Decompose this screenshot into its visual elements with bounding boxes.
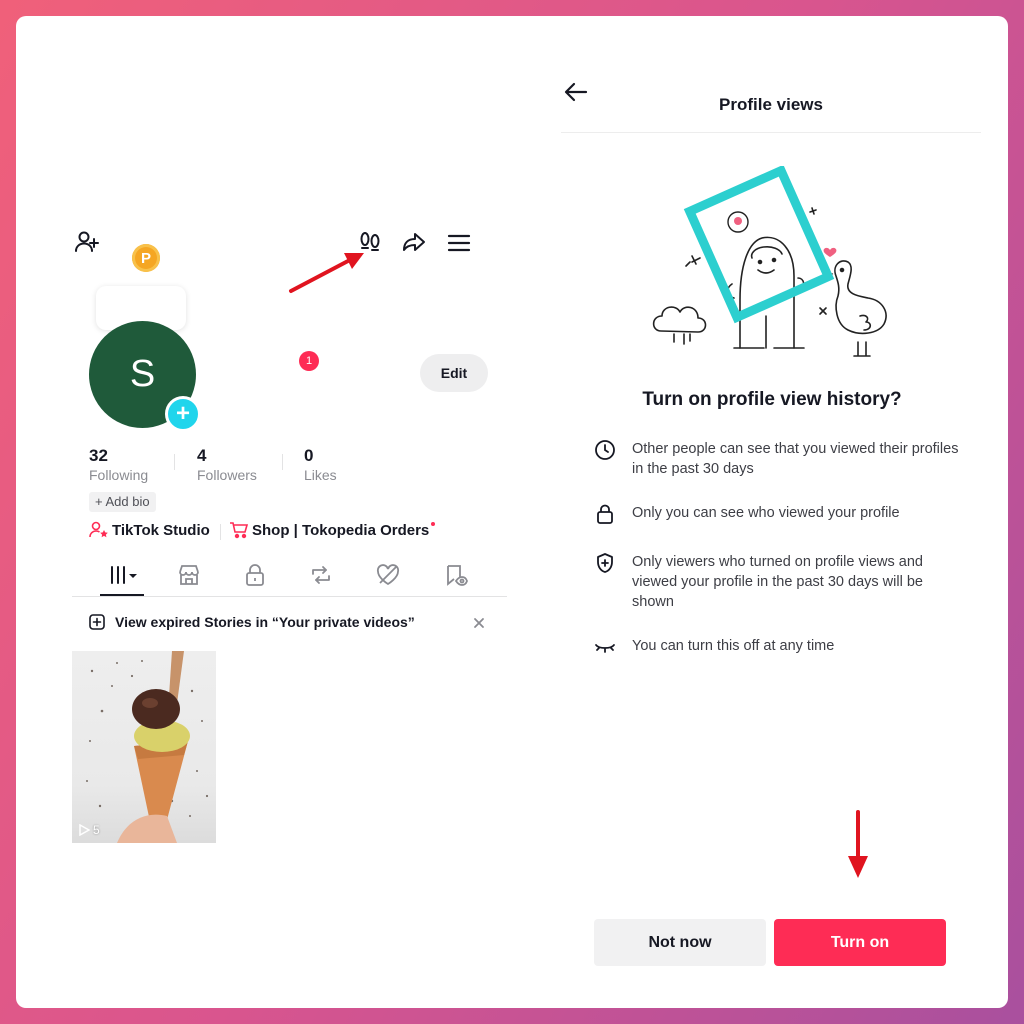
info-item — [594, 636, 962, 658]
info-text: You can turn this off at any time — [632, 638, 835, 654]
stat-divider — [174, 454, 175, 470]
dialog-heading: Turn on profile view history? — [642, 389, 902, 410]
expired-stories-banner[interactable] — [88, 613, 415, 631]
add-friend-icon[interactable] — [73, 228, 101, 256]
bookmark-eye-icon — [443, 563, 469, 587]
info-item — [594, 552, 962, 612]
ice-cream-image — [72, 651, 216, 843]
lock-icon — [244, 563, 266, 587]
following-label: Following — [89, 467, 149, 483]
add-story-button[interactable]: + — [165, 396, 201, 432]
following-count[interactable]: 32 — [89, 446, 108, 465]
cart-icon — [229, 521, 249, 539]
video-views: 5 — [78, 823, 100, 837]
grid-icon — [107, 564, 141, 586]
info-text: Other people can see that you viewed their profiles in the past 30 days — [632, 441, 959, 477]
annotation-arrow-right — [844, 808, 872, 882]
share-icon[interactable] — [400, 228, 428, 256]
edit-profile-button[interactable]: Edit — [420, 354, 488, 392]
info-item — [594, 439, 962, 479]
tab-shop[interactable] — [176, 562, 202, 588]
avatar[interactable]: S — [89, 321, 196, 428]
back-arrow-icon[interactable] — [561, 78, 591, 106]
active-tab-indicator — [100, 594, 144, 596]
menu-icon[interactable] — [445, 230, 473, 256]
tabs-divider — [72, 596, 507, 597]
not-now-button[interactable]: Not now — [594, 919, 766, 966]
shop-dot — [431, 522, 435, 526]
repost-icon — [309, 563, 333, 587]
likes-label: Likes — [304, 467, 337, 483]
shop-link[interactable] — [229, 521, 435, 539]
link-divider — [220, 524, 221, 540]
creator-icon — [89, 521, 109, 539]
banner-text: View expired Stories in “Your private videos” — [115, 614, 415, 630]
heart-eye-icon — [375, 563, 401, 587]
header-divider — [561, 132, 981, 133]
add-bio-button[interactable]: + Add bio — [89, 492, 156, 512]
clock-icon — [594, 439, 616, 461]
tab-private[interactable] — [242, 562, 268, 588]
tab-videos-grid[interactable] — [104, 562, 144, 588]
shop-label: Shop | Tokopedia Orders — [252, 521, 430, 539]
coin-icon[interactable]: P — [132, 244, 160, 272]
lock-icon — [594, 503, 616, 525]
story-plus-icon — [88, 613, 106, 631]
likes-count: 0 — [304, 446, 314, 465]
info-item — [594, 503, 962, 525]
notification-badge: 1 — [299, 351, 319, 371]
annotation-arrow-left — [286, 241, 376, 301]
closed-eye-icon — [594, 636, 616, 658]
info-text: Only viewers who turned on profile views and viewed your profile in the past 30 days will be shown — [632, 554, 923, 610]
tab-favorites[interactable] — [442, 562, 470, 588]
followers-count[interactable]: 4 — [197, 446, 207, 465]
close-banner-icon[interactable] — [471, 615, 487, 631]
profile-views-illustration — [646, 166, 906, 366]
followers-label: Followers — [197, 467, 257, 483]
shield-plus-icon — [594, 552, 616, 574]
info-text: Only you can see who viewed your profile — [632, 505, 900, 521]
stat-divider — [282, 454, 283, 470]
tiktok-studio-link[interactable] — [89, 521, 210, 539]
tab-reposts[interactable] — [308, 562, 334, 588]
play-icon — [78, 824, 90, 836]
tiktok-studio-label: TikTok Studio — [112, 521, 210, 539]
page-title: Profile views — [719, 95, 823, 114]
turn-on-button[interactable]: Turn on — [774, 919, 946, 966]
storefront-icon — [177, 564, 201, 586]
video-thumbnail[interactable] — [72, 651, 216, 843]
tab-liked[interactable] — [374, 562, 402, 588]
screenshot-card — [16, 16, 1008, 1008]
